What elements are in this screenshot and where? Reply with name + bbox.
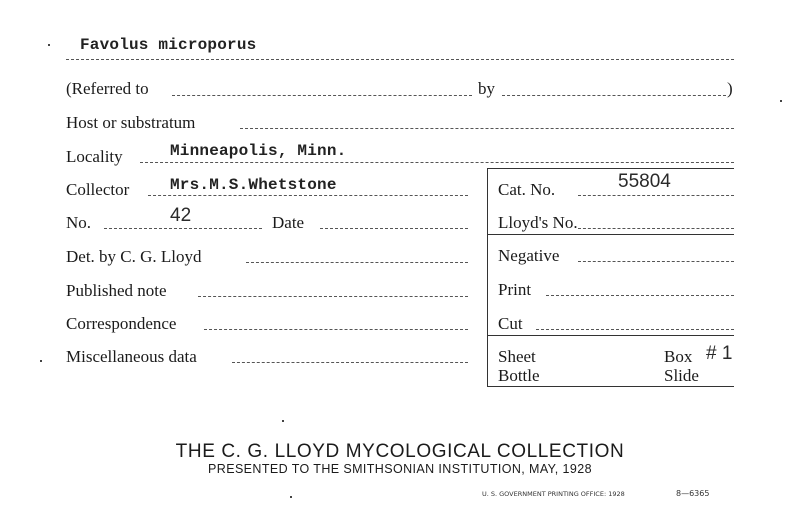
det-line <box>246 262 468 263</box>
presented-line: PRESENTED TO THE SMITHSONIAN INSTITUTION, MAY, 1928 <box>208 462 592 476</box>
speck <box>780 100 782 102</box>
locality-line <box>140 162 734 163</box>
cat-line <box>578 195 734 196</box>
collector-value: Mrs.M.S.Whetstone <box>170 176 337 194</box>
print-label: Print <box>498 280 532 299</box>
print-line <box>546 295 734 296</box>
date-label: Date <box>272 213 305 232</box>
host-label: Host or substratum <box>66 113 196 132</box>
form-number: 8—6365 <box>676 489 710 498</box>
close-paren: ) <box>727 79 733 98</box>
misc-line <box>232 362 468 363</box>
box-top-border <box>487 168 734 169</box>
cut-line <box>536 329 734 330</box>
by-line <box>502 95 726 96</box>
published-line <box>198 296 468 297</box>
cut-label: Cut <box>498 314 523 333</box>
cat-label: Cat. No. <box>498 180 556 199</box>
speck <box>282 420 284 422</box>
collector-line <box>148 195 468 196</box>
date-line <box>320 228 468 229</box>
correspondence-label: Correspondence <box>66 314 177 333</box>
lloyds-line <box>578 228 734 229</box>
negative-line <box>578 261 734 262</box>
printing-office: U. S. GOVERNMENT PRINTING OFFICE: 1928 <box>482 490 625 498</box>
box-value: # 1 <box>706 343 733 364</box>
cat-value: 55804 <box>618 171 671 192</box>
bottle-label: Bottle <box>498 366 540 385</box>
locality-value: Minneapolis, Minn. <box>170 142 347 160</box>
no-value: 42 <box>170 205 192 226</box>
correspondence-line <box>204 329 468 330</box>
taxon-name: Favolus microporus <box>80 36 257 54</box>
by-label: by <box>478 79 495 98</box>
published-label: Published note <box>66 281 167 300</box>
box-bottom-border <box>487 386 734 387</box>
box-divider-1 <box>487 234 734 235</box>
referred-to-label: (Referred to <box>66 79 149 98</box>
sheet-label: Sheet <box>498 347 536 366</box>
lloyds-label: Lloyd's No. <box>498 213 578 232</box>
det-label: Det. by C. G. Lloyd <box>66 247 202 266</box>
speck <box>48 44 50 46</box>
collector-label: Collector <box>66 180 130 199</box>
no-label: No. <box>66 213 92 232</box>
taxon-line <box>66 59 734 60</box>
misc-label: Miscellaneous data <box>66 347 197 366</box>
host-line <box>240 128 734 129</box>
box-label: Box <box>664 347 693 366</box>
speck <box>290 496 292 498</box>
box-divider-2 <box>487 335 734 336</box>
locality-label: Locality <box>66 147 123 166</box>
slide-label: Slide <box>664 366 699 385</box>
collection-title: THE C. G. LLOYD MYCOLOGICAL COLLECTION <box>175 441 625 462</box>
referred-to-line <box>172 95 472 96</box>
speck <box>40 360 42 362</box>
no-line <box>104 228 262 229</box>
box-left-border <box>487 168 488 386</box>
negative-label: Negative <box>498 246 560 265</box>
